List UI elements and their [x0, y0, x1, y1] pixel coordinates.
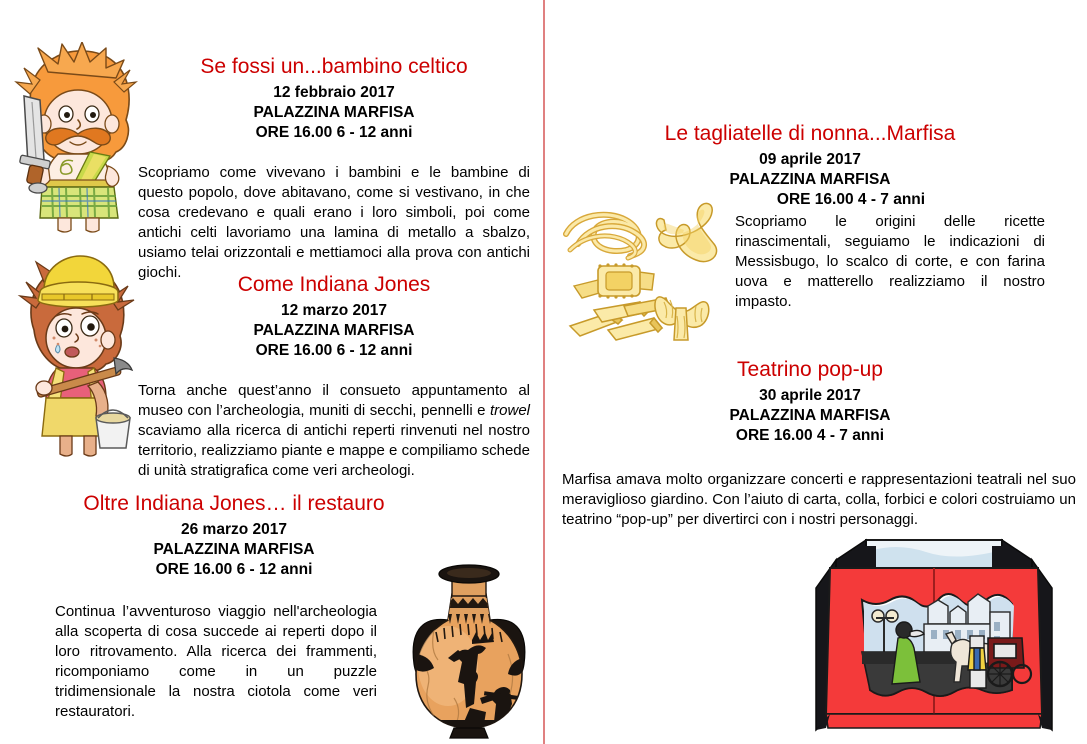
event-description-part1: Torna anche quest’anno il consueto appuntamento al museo con l’archeologia, muniti di secchi, pennelli e [138, 381, 530, 419]
event-block-indiana-jones [138, 273, 530, 481]
event-date: 12 marzo 2017 [281, 302, 387, 320]
event-title: Le tagliatelle di nonna...Marfisa [664, 122, 956, 145]
event-title: Se fossi un...bambino celtico [200, 55, 468, 78]
event-block-restauro [55, 492, 395, 722]
event-block-teatrino [600, 358, 1020, 446]
event-date: 12 febbraio 2017 [273, 84, 395, 102]
archaeologist-child-illustration [14, 252, 138, 462]
event-description [138, 381, 530, 481]
celtic-boy-illustration [14, 42, 138, 234]
event-description-tagliatelle-wrapper [735, 212, 1045, 312]
event-description-part2: scaviamo alla ricerca di antichi reperti rinvenuti nel nostro territorio, realizziamo piante e mappe e compiliamo schede di unità stratigrafica come veri archeologi. [138, 421, 530, 479]
event-description-teatrino-wrapper [562, 470, 1076, 530]
event-date: 30 aprile 2017 [759, 387, 861, 405]
event-venue: PALAZZINA MARFISA [253, 321, 415, 339]
event-description: Continua l’avventuroso viaggio nell'archeologia alla scoperta di cosa succede ai reperti dopo il loro ritrovamento. Alla ricerca dei frammenti, ricomponiamo come in un puzzle tridimensionale la nostra ciotola come veri restauratori. [55, 602, 377, 721]
event-time-age: ORE 16.00 6 - 12 anni [255, 341, 413, 359]
event-time-age: ORE 16.00 6 - 12 anni [255, 123, 413, 141]
pasta-illustration [560, 200, 732, 348]
event-description: Scopriamo come vivevano i bambini e le bambine di questo popolo, dove abitavano, come si vestivano, in che cosa credevano e quali erano i loro simboli, poi come antichi celti lavoriamo una lamina di metallo a sbalzo, usiamo telai orizzontali e mettiamoci alla prova con antichi giochi. [138, 163, 530, 282]
event-title: Oltre Indiana Jones… il restauro [83, 492, 385, 515]
event-block-tagliatelle [600, 122, 1020, 210]
event-title: Come Indiana Jones [237, 273, 431, 296]
event-description-italic: trowel [489, 401, 530, 419]
event-venue: PALAZZINA MARFISA [153, 540, 315, 558]
greek-amphora-illustration [396, 558, 542, 742]
event-date: 09 aprile 2017 [759, 151, 861, 169]
event-description: Marfisa amava molto organizzare concerti e rappresentazioni teatrali nel suo meraviglioso giardino. Con l’aiuto di carta, colla, forbici e colori costruiamo un teatrino “pop-up” per divertirci con i nostri personaggi. [562, 471, 1076, 529]
popup-theatre-illustration [800, 532, 1068, 738]
event-description: Scopriamo le origini delle ricette rinascimentali, seguiamo le indicazioni di Messisbugo, lo scalco di corte, e con farina uova e matterello realizziamo il nostro impasto. [735, 213, 1045, 311]
column-divider [543, 0, 545, 744]
event-time-age: ORE 16.00 4 - 7 anni [776, 190, 926, 208]
event-venue: PALAZZINA MARFISA [729, 406, 891, 424]
event-title: Teatrino pop-up [737, 358, 883, 381]
event-time-age: ORE 16.00 4 - 7 anni [735, 426, 885, 444]
event-venue: PALAZZINA MARFISA [729, 170, 891, 188]
event-time-age: ORE 16.00 6 - 12 anni [155, 560, 313, 578]
event-venue: PALAZZINA MARFISA [253, 103, 415, 121]
event-block-celtic [138, 55, 530, 283]
event-date: 26 marzo 2017 [181, 521, 287, 539]
